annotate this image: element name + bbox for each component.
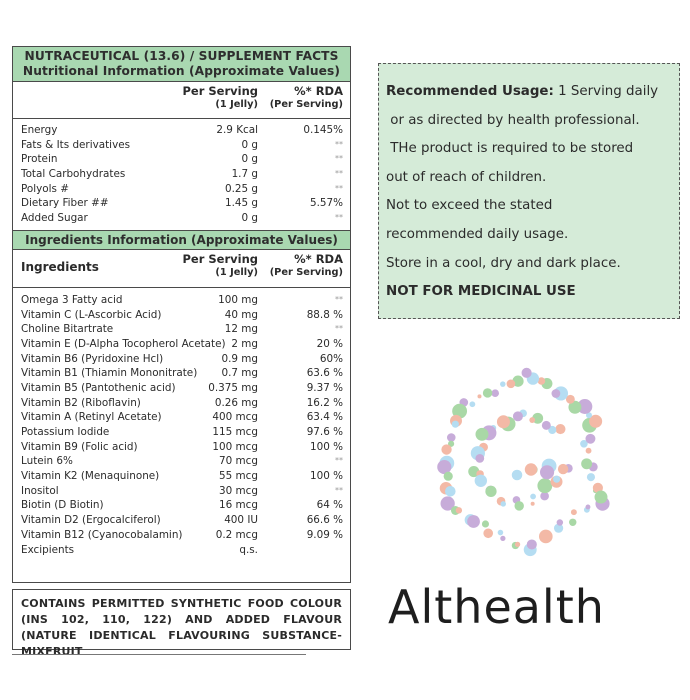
row-rda: ** bbox=[335, 139, 343, 149]
row-rda: 63.6 % bbox=[306, 367, 343, 380]
per-serving-header: Per Serving (1 Jelly) bbox=[182, 84, 258, 110]
row-name: Added Sugar bbox=[21, 212, 88, 225]
row-rda: ** bbox=[335, 324, 343, 334]
divider bbox=[12, 654, 306, 655]
row-name: Lutein 6% bbox=[21, 455, 73, 468]
row-name: Omega 3 Fatty acid bbox=[21, 293, 123, 306]
row-serving: 0.2 mcg bbox=[215, 528, 258, 541]
row-rda: ** bbox=[335, 456, 343, 466]
row-name: Vitamin B5 (Pantothenic acid) bbox=[21, 381, 176, 394]
row-rda: 5.57% bbox=[309, 197, 343, 210]
row-rda: 16.2 % bbox=[306, 396, 343, 409]
row-serving: 0.7 mg bbox=[221, 367, 258, 380]
row-rda: ** bbox=[335, 169, 343, 179]
row-name: Polyols # bbox=[21, 182, 69, 195]
row-name: Excipients bbox=[21, 543, 75, 556]
row-name: Vitamin B12 (Cyanocobalamin) bbox=[21, 528, 183, 541]
row-rda: ** bbox=[335, 485, 343, 495]
table-row bbox=[13, 152, 350, 167]
row-name: Vitamin D2 (Ergocalciferol) bbox=[21, 514, 161, 527]
row-rda: 100 % bbox=[309, 470, 343, 483]
rda-header: %* RDA (Per Serving) bbox=[269, 84, 343, 110]
table-row bbox=[13, 138, 350, 153]
table-row bbox=[13, 454, 350, 469]
table-row bbox=[13, 440, 350, 455]
usage-line: out of reach of children. bbox=[386, 169, 547, 185]
row-rda: 9.09 % bbox=[306, 528, 343, 541]
ingredients-header: Ingredients bbox=[21, 259, 99, 274]
row-name: Vitamin B2 (Riboflavin) bbox=[21, 396, 141, 409]
row-name: Vitamin B1 (Thiamin Mononitrate) bbox=[21, 367, 198, 380]
row-serving: 55 mcg bbox=[219, 470, 258, 483]
row-rda: 60% bbox=[319, 352, 343, 365]
facts-subtitle: Nutritional Information (Approximate Values) bbox=[22, 64, 341, 78]
table-row bbox=[13, 410, 350, 425]
row-serving: 0.9 mg bbox=[221, 352, 258, 365]
table-row bbox=[13, 396, 350, 411]
row-name: Energy bbox=[21, 124, 58, 136]
row-rda: 0.145% bbox=[303, 124, 343, 136]
row-name: Potassium Iodide bbox=[21, 426, 110, 438]
row-serving: 0 g bbox=[241, 138, 258, 151]
nutrition-column-header bbox=[13, 82, 350, 119]
row-serving: 40 mg bbox=[224, 308, 258, 321]
dotted-hexagon-e-logo-icon bbox=[420, 362, 640, 562]
row-rda: 100 % bbox=[309, 440, 343, 453]
row-serving: 0 g bbox=[241, 212, 258, 225]
row-serving: 16 mcg bbox=[219, 499, 258, 512]
table-row bbox=[13, 543, 350, 558]
row-name: Vitamin A (Retinyl Acetate) bbox=[21, 411, 162, 424]
table-row bbox=[13, 196, 350, 211]
row-name: Total Carbohydrates bbox=[21, 168, 126, 181]
facts-title: NUTRACEUTICAL (13.6) / SUPPLEMENT FACTS bbox=[24, 49, 339, 63]
table-row bbox=[13, 293, 350, 308]
row-rda: 9.37 % bbox=[306, 381, 343, 394]
row-serving: 12 mg bbox=[224, 323, 258, 336]
table-row bbox=[13, 528, 350, 543]
row-serving: q.s. bbox=[239, 543, 258, 556]
table-row bbox=[13, 469, 350, 484]
table-row bbox=[13, 513, 350, 528]
usage-line: Store in a cool, dry and dark place. bbox=[386, 255, 621, 271]
table-row bbox=[13, 484, 350, 499]
row-name: Fats & Its derivatives bbox=[21, 138, 131, 151]
row-serving: 100 mcg bbox=[212, 440, 258, 453]
row-rda: 20 % bbox=[316, 337, 343, 350]
row-rda: 97.6 % bbox=[306, 426, 343, 438]
row-serving: 400 mcg bbox=[212, 411, 258, 424]
row-name: Vitamin C (L-Ascorbic Acid) bbox=[21, 308, 162, 321]
row-name: Vitamin E (D-Alpha Tocopherol Acetate) bbox=[21, 337, 226, 350]
row-name: Protein bbox=[21, 153, 58, 166]
row-rda: ** bbox=[335, 154, 343, 164]
table-row bbox=[13, 337, 350, 352]
row-name: Vitamin B9 (Folic acid) bbox=[21, 440, 138, 453]
ingredients-title: Ingredients Information (Approximate Values) bbox=[13, 231, 350, 250]
row-serving: 115 mcg bbox=[212, 426, 258, 438]
row-serving: 0.26 mg bbox=[214, 396, 258, 409]
row-serving: 0.375 mg bbox=[208, 381, 258, 394]
table-row bbox=[13, 352, 350, 367]
row-rda: ** bbox=[335, 183, 343, 193]
row-rda: 88.8 % bbox=[306, 308, 343, 321]
ingredients-section bbox=[13, 230, 350, 561]
table-row bbox=[13, 308, 350, 323]
table-row bbox=[13, 167, 350, 182]
row-serving: 1.45 g bbox=[224, 197, 258, 210]
table-row bbox=[13, 322, 350, 337]
row-name: Biotin (D Biotin) bbox=[21, 499, 104, 512]
usage-line: recommended daily usage. bbox=[386, 226, 569, 242]
row-serving: 100 mg bbox=[218, 293, 258, 306]
table-row bbox=[13, 381, 350, 396]
usage-line: THe product is required to be stored bbox=[386, 141, 634, 157]
row-serving: 400 IU bbox=[224, 514, 258, 527]
row-name: Dietary Fiber ## bbox=[21, 197, 109, 210]
row-rda: 64 % bbox=[316, 499, 343, 512]
table-row bbox=[13, 498, 350, 513]
row-serving: 70 mcg bbox=[219, 455, 258, 468]
nutrition-rows bbox=[13, 119, 350, 230]
usage-line: or as directed by health professional. bbox=[386, 112, 640, 128]
row-name: Vitamin K2 (Menaquinone) bbox=[21, 470, 160, 483]
row-rda: ** bbox=[335, 213, 343, 223]
facts-header bbox=[13, 47, 350, 82]
row-serving: 0 g bbox=[241, 153, 258, 166]
row-rda: ** bbox=[335, 294, 343, 304]
table-row bbox=[13, 211, 350, 226]
per-serving-header: Per Serving (1 Jelly) bbox=[182, 251, 258, 278]
supplement-facts-table bbox=[12, 46, 351, 583]
recommended-usage-box: Recommended Usage: 1 Serving daily or as directed by health professional. THe product is required to be stored out of reach of children. Not to exceed the stated recommended daily usage. Store in a cool, dry and dark place. NOT FOR MEDICINAL USE bbox=[378, 63, 680, 319]
ingredients-column-header bbox=[13, 250, 350, 288]
row-serving: 2.9 Kcal bbox=[216, 124, 258, 136]
brand-name: Althealth bbox=[388, 580, 605, 634]
row-name: Inositol bbox=[21, 484, 59, 497]
row-serving: 30 mcg bbox=[219, 484, 258, 497]
table-row bbox=[13, 182, 350, 197]
not-medicinal-warning: NOT FOR MEDICINAL USE bbox=[386, 284, 576, 300]
usage-label: Recommended Usage: bbox=[386, 84, 554, 99]
table-row bbox=[13, 425, 350, 440]
table-row bbox=[13, 123, 350, 138]
row-serving: 1.7 g bbox=[231, 168, 258, 181]
rda-header: %* RDA (Per Serving) bbox=[269, 251, 343, 278]
ingredient-rows bbox=[13, 288, 350, 561]
row-rda: 66.6 % bbox=[306, 514, 343, 527]
row-name: Vitamin B6 (Pyridoxine Hcl) bbox=[21, 352, 164, 365]
row-rda: 63.4 % bbox=[306, 411, 343, 424]
row-serving: 0.25 g bbox=[224, 182, 258, 195]
table-row bbox=[13, 366, 350, 381]
usage-line: Not to exceed the stated bbox=[386, 198, 553, 214]
row-name: Choline Bitartrate bbox=[21, 323, 114, 336]
colour-flavour-notice: CONTAINS PERMITTED SYNTHETIC FOOD COLOUR (INS 102, 110, 122) AND ADDED FLAVOUR (NATURE IDENTICAL FLAVOURING SUBSTANCE-MIXFRUIT bbox=[12, 589, 351, 650]
row-serving: 2 mg bbox=[231, 337, 258, 350]
